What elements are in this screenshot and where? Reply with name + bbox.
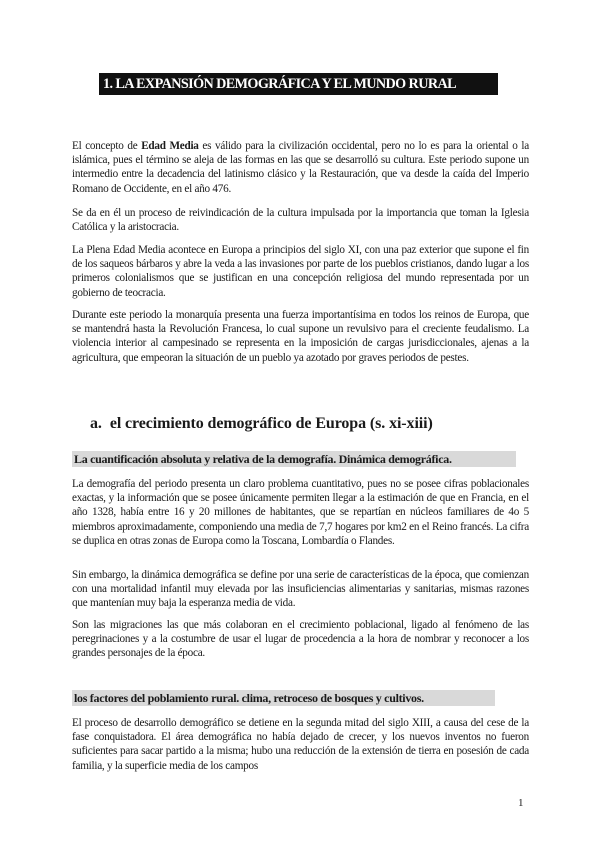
intro-paragraph-3: La Plena Edad Media acontece en Europa a principios del siglo XI, con una paz exterior que supone el fin de los saqueos bárbaros y abre la veda a las invasiones por parte de los pueblos cristianos, dando lugar a los primeros colonialismos que se justifican en una concepción religiosa del mundo representada por un gobierno de teocracia.	[72, 244, 529, 299]
page-number: 1	[518, 797, 524, 809]
intro-paragraph-1	[72, 139, 529, 196]
edad-media-term: Edad Media	[141, 140, 199, 152]
sub1-paragraph-1: La demografía del periodo presenta un claro problema cuantitativo, pues no se posee cifras poblacionales exactas, y la información que se posee únicamente permiten llegar a la estimación de que en Francia, en el año 1328, había entre 16 y 20 millones de habitantes, que se repartían en núcleos familiares de 4o 5 miembros aproximadamente, componiendo una media de 7,7 hogares por km2 en el Reino francés. La cifra se duplica en otras zonas de Europa como la Toscana, Lombardía o Flandes.	[72, 478, 529, 547]
intro-p1-text-start: El concepto de	[72, 140, 142, 152]
subsection-1-heading: La cuantificación absoluta y relativa de la demografía. Dinámica demográfica.	[72, 451, 516, 467]
intro-paragraph-2: Se da en él un proceso de reivindicación de la cultura impulsada por la importancia que toman la Iglesia Católica y la aristocracia.	[72, 207, 529, 234]
sub1-paragraph-2: Sin embargo, la dinámica demográfica se define por una serie de características de la época, que comienzan con una mortalidad infantil muy elevada por las insuficiencias alimentarias y sanitarias, mismas razones que mantenían muy baja la esperanza media de vida.	[72, 569, 529, 610]
section-a-number: a.	[90, 415, 102, 432]
sub2-paragraph-1: El proceso de desarrollo demográfico se detiene en la segunda mitad del siglo XIII, a causa del cese de la fase conquistadora. El área demográfica no había dejado de crecer, y los nuevos inventos no fueron suficientes para sacar partido a la misma; hubo una reducción de la extensión de tierra en posesión de cada familia, y la superficie media de los campos	[72, 717, 529, 772]
sub1-paragraph-3: Son las migraciones las que más colaboran en el crecimiento poblacional, ligado al fenómeno de las peregrinaciones y a la costumbre de usar el lugar de procedencia a la hora de nombrar y reconocer a los grandes personajes de la época.	[72, 619, 529, 660]
chapter-heading: 1. LA EXPANSIÓN DEMOGRÁFICA Y EL MUNDO RURAL	[99, 73, 498, 95]
section-a-title: el crecimiento demográfico de Europa (s. xi-xiii)	[109, 415, 433, 432]
intro-paragraph-4: Durante este periodo la monarquía presenta una fuerza importantísima en todos los reinos de Europa, que se mantendrá hasta la Revolución Francesa, lo cual supone un revulsivo para el creciente feudalismo. La violencia interior al campesinado se representa en la imposición de cargas jurisdiccionales, ajenas a la agricultura, que empeoran la situación de un pueblo ya azotado por graves periodos de pestes.	[72, 309, 529, 364]
subsection-2-heading: los factores del poblamiento rural. clima, retroceso de bosques y cultivos.	[72, 690, 495, 706]
section-a-heading	[90, 415, 433, 433]
intro-p1-text-end: es válido para la civilización occidental, pero no lo es para la oriental o la islámica, pues el término se aleja de las formas en las que se desarrolló su cultura. Este periodo supone un intermedio entre la decadencia del latinismo clásico y la Restauración, que va desde la caída del Imperio Romano de Occidente, en el año 476.	[72, 140, 529, 195]
